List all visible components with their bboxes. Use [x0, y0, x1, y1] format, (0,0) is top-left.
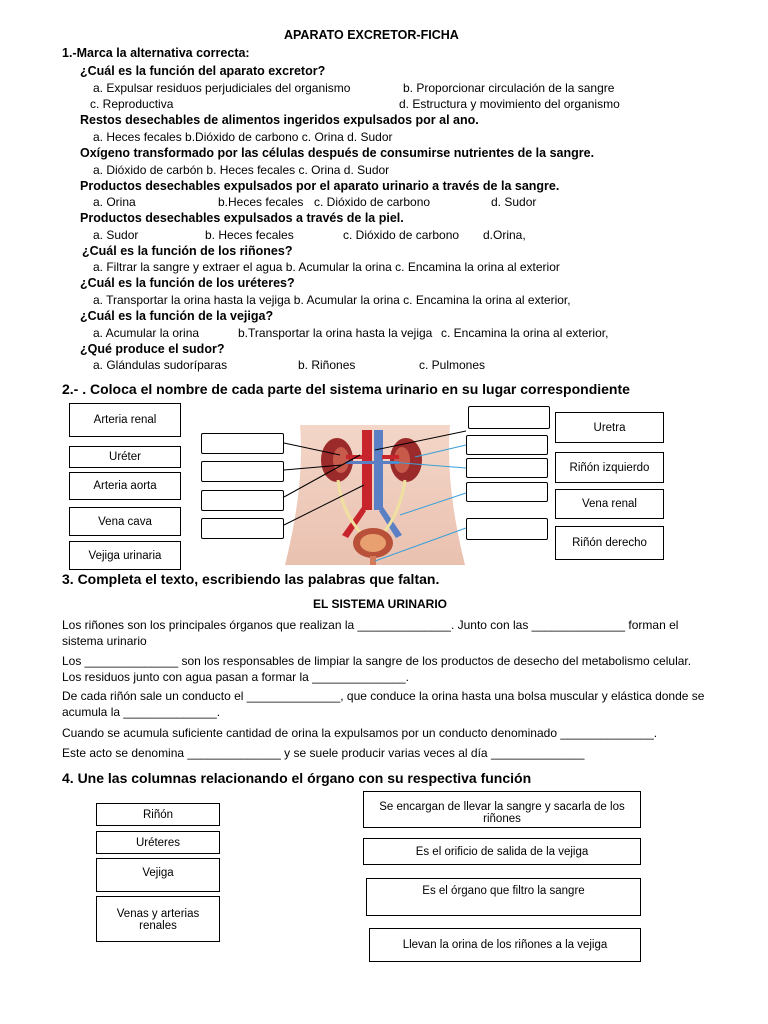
q1-option-b[interactable]: b. Proporcionar circulación de la sangre [403, 81, 615, 95]
question-5: Productos desechables expulsados a través de la piel. [80, 211, 404, 225]
fill-paragraph-1: Los riñones son los principales órganos que realizan la ______________. Junto con las ______________ forman el sistema urinario [62, 618, 679, 648]
label-arteria-renal[interactable]: Arteria renal [69, 403, 181, 437]
question-8: ¿Cuál es la función de la vejiga? [80, 309, 274, 323]
section-4-heading: 4. Une las columnas relacionando el órgano con su respectiva función [62, 770, 532, 786]
q8-option-b[interactable]: b.Transportar la orina hasta la vejiga [238, 326, 433, 340]
q8-option-a[interactable]: a. Acumular la orina [93, 326, 200, 340]
aorta-shape [362, 430, 372, 510]
label-ureter[interactable]: Uréter [69, 446, 181, 468]
q5-option-c[interactable]: c. Dióxido de carbono [343, 228, 460, 242]
q2-options[interactable]: a. Heces fecales b.Dióxido de carbono c. Orina d. Sudor [93, 130, 393, 144]
organ-rinon[interactable]: Riñón [96, 803, 220, 826]
section-3-subtitle: EL SISTEMA URINARIO [313, 597, 448, 611]
organ-ureteres[interactable]: Uréteres [96, 831, 220, 854]
fill-paragraph-2: Los ______________ son los responsables de limpiar la sangre de los productos de desecho del metabolismo celular. Los residuos junto con agua pasan a formar la ______________. [62, 654, 692, 684]
function-lleva-orina[interactable]: Llevan la orina de los riñones a la vejiga [369, 928, 641, 962]
vena-cava-shape [374, 430, 383, 510]
q1-option-a[interactable]: a. Expulsar residuos perjudiciales del organismo [93, 81, 351, 95]
label-vena-cava[interactable]: Vena cava [69, 507, 181, 536]
label-rinon-izquierdo[interactable]: Riñón izquierdo [555, 452, 664, 483]
urinary-system-illustration [280, 425, 470, 565]
q1-option-c[interactable]: c. Reproductiva [90, 97, 174, 111]
section-2-heading: 2.- . Coloca el nombre de cada parte del sistema urinario en su lugar correspondiente [62, 381, 630, 397]
blank-left-4[interactable] [201, 518, 284, 539]
organ-venas-arterias[interactable]: Venas y arterias renales [96, 896, 220, 942]
blank-right-3[interactable] [466, 458, 548, 478]
blank-left-3[interactable] [201, 490, 284, 511]
q9-option-a[interactable]: a. Glándulas sudoríparas [93, 358, 228, 372]
q9-option-b[interactable]: b. Riñones [298, 358, 356, 372]
q8-option-c[interactable]: c. Encamina la orina al exterior, [441, 326, 609, 340]
blank-right-2[interactable] [466, 435, 548, 455]
fill-paragraph-5: Este acto se denomina ______________ y se suele producir varias veces al día ______________ [62, 746, 585, 760]
fill-paragraph-3: De cada riñón sale un conducto el ______________, que conduce la orina hasta una bolsa muscular y elástica donde se acumula la ______________. [62, 689, 705, 719]
q4-option-d[interactable]: d. Sudor [491, 195, 537, 209]
blank-right-5[interactable] [466, 518, 548, 540]
q4-option-a[interactable]: a. Orina [93, 195, 136, 209]
blank-left-1[interactable] [201, 433, 284, 454]
question-1: ¿Cuál es la función del aparato excretor? [80, 64, 326, 78]
blank-right-4[interactable] [466, 482, 548, 502]
q3-options[interactable]: a. Dióxido de carbón b. Heces fecales c. Orina d. Sudor [93, 163, 390, 177]
q1-option-d[interactable]: d. Estructura y movimiento del organismo [399, 97, 620, 111]
q6-options[interactable]: a. Filtrar la sangre y extraer el agua b. Acumular la orina c. Encamina la orina al exterior [93, 260, 560, 274]
label-vejiga-urinaria[interactable]: Vejiga urinaria [69, 541, 181, 570]
question-4: Productos desechables expulsados por el aparato urinario a través de la sangre. [80, 179, 560, 193]
question-9: ¿Qué produce el sudor? [80, 342, 225, 356]
label-vena-renal[interactable]: Vena renal [555, 489, 664, 519]
q4-option-b[interactable]: b.Heces fecales [218, 195, 304, 209]
blank-left-2[interactable] [201, 461, 284, 482]
section-3-heading: 3. Completa el texto, escribiendo las palabras que faltan. [62, 571, 440, 587]
function-orificio-salida[interactable]: Es el orificio de salida de la vejiga [363, 838, 641, 865]
q9-option-c[interactable]: c. Pulmones [419, 358, 486, 372]
q5-option-d[interactable]: d.Orina, [483, 228, 526, 242]
question-2: Restos desechables de alimentos ingeridos expulsados por al ano. [80, 113, 479, 127]
question-7: ¿Cuál es la función de los uréteres? [80, 276, 295, 290]
function-filtra-sangre[interactable]: Es el órgano que filtro la sangre [366, 878, 641, 916]
question-3: Oxígeno transformado por las células después de consumirse nutrientes de la sangre. [80, 146, 595, 160]
label-arteria-aorta[interactable]: Arteria aorta [69, 472, 181, 500]
q5-option-a[interactable]: a. Sudor [93, 228, 139, 242]
section-1-heading: 1.-Marca la alternativa correcta: [62, 46, 250, 60]
organ-vejiga[interactable]: Vejiga [96, 858, 220, 892]
function-llevar-sangre[interactable]: Se encargan de llevar la sangre y sacarla de los riñones [363, 791, 641, 828]
fill-paragraph-4: Cuando se acumula suficiente cantidad de orina la expulsamos por un conducto denominado ______________. [62, 726, 658, 740]
q7-options[interactable]: a. Transportar la orina hasta la vejiga b. Acumular la orina c. Encamina la orina al exterior, [93, 293, 571, 307]
q5-option-b[interactable]: b. Heces fecales [205, 228, 294, 242]
label-rinon-derecho[interactable]: Riñón derecho [555, 526, 664, 560]
blank-right-1[interactable] [468, 406, 550, 429]
q4-option-c[interactable]: c. Dióxido de carbono [314, 195, 431, 209]
page-title: APARATO EXCRETOR-FICHA [284, 28, 459, 42]
question-6: ¿Cuál es la función de los riñones? [82, 244, 293, 258]
label-uretra[interactable]: Uretra [555, 412, 664, 443]
